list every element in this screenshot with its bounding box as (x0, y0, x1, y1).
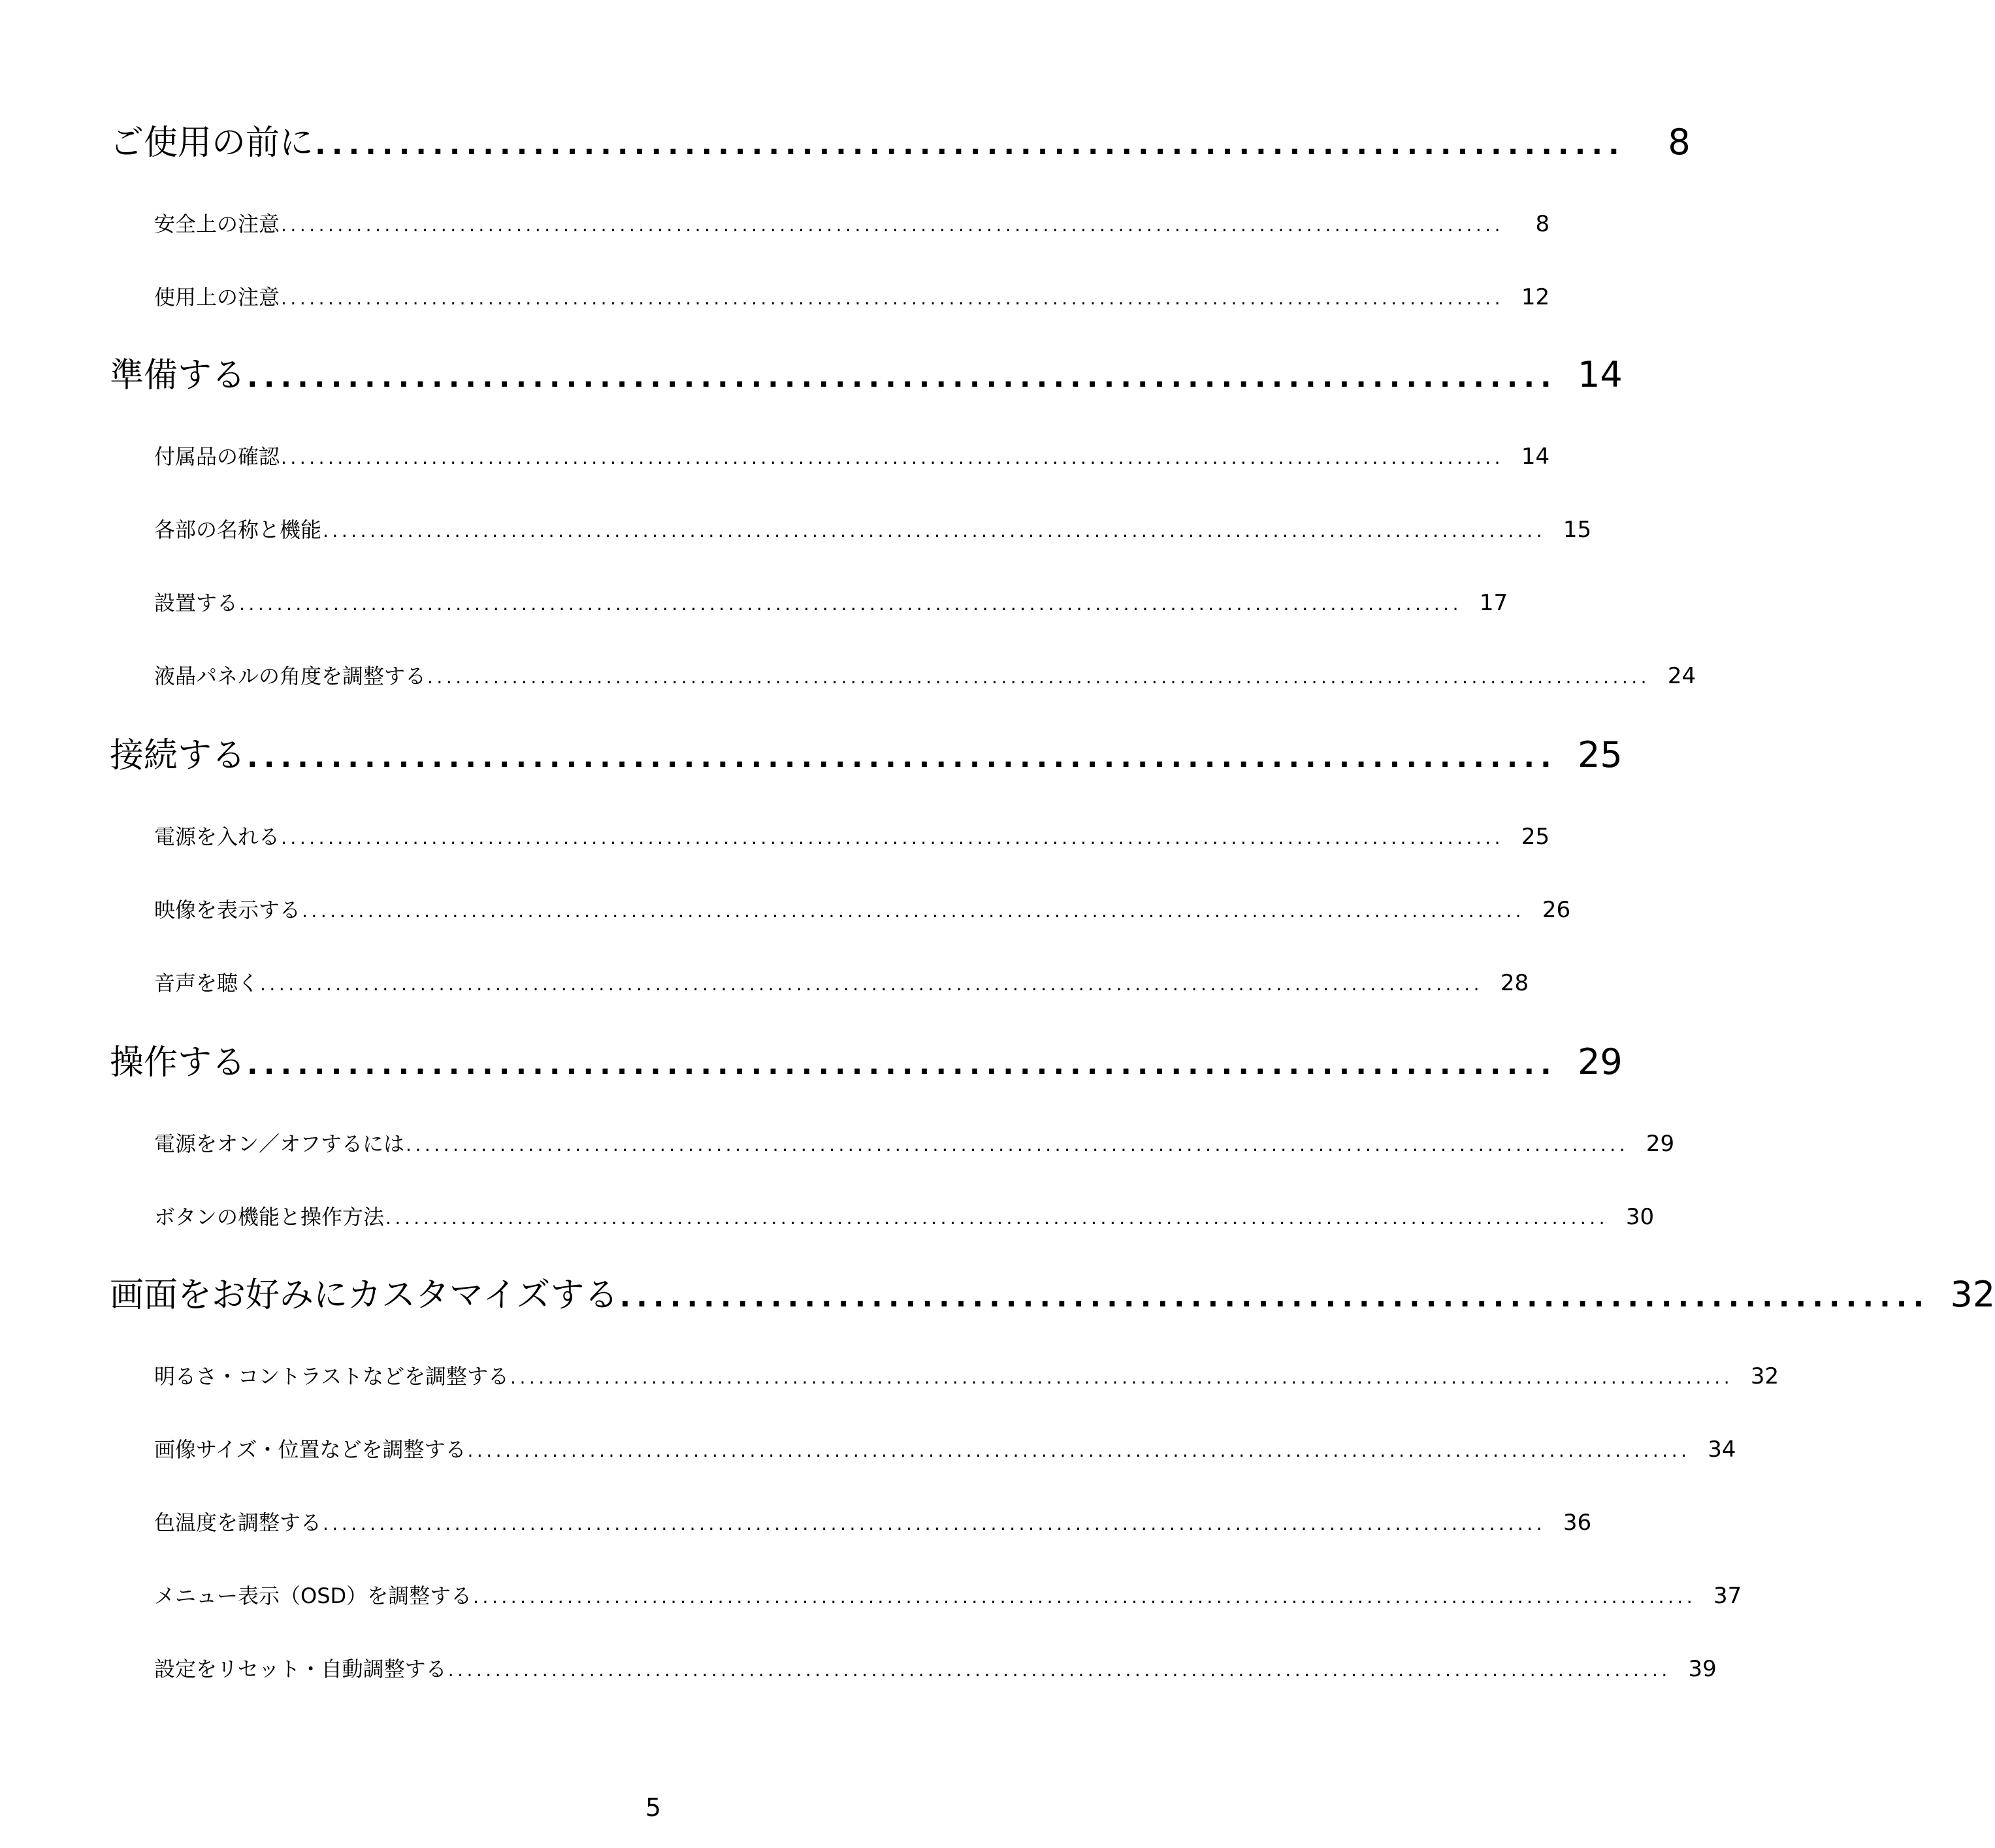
toc-entry[interactable] (154, 513, 1592, 543)
toc-entry-title: 液晶パネルの角度を調整する (154, 664, 427, 689)
toc-section[interactable] (110, 728, 1623, 777)
dot-leader: .................................................................................................................................. (260, 973, 1484, 995)
dot-leader: .................................................................................................................................. (281, 214, 1504, 236)
toc-entry-page: 17 (1479, 590, 1508, 616)
toc-section-page: 14 (1578, 354, 1623, 395)
dot-leader: .................................................................................................................................. (406, 1134, 1629, 1156)
toc-entry-page: 34 (1708, 1436, 1736, 1463)
dot-leader: .................................................................................................................................. (427, 666, 1651, 688)
toc-entry-page: 24 (1667, 663, 1696, 689)
dot-leader: .................................................................................................................................. (510, 1367, 1734, 1388)
toc-entry[interactable] (154, 1201, 1655, 1231)
dot-leader: .................................................................................................................................. (473, 1586, 1696, 1608)
dot-leader: .................................................................................................................................. (323, 520, 1546, 542)
dot-leader: .................................................................................................................................. (281, 287, 1504, 309)
toc-entry-title: 使用上の注意 (154, 285, 280, 310)
toc-section-title: 接続する (110, 736, 246, 775)
toc-entry-title: 色温度を調整する (154, 1510, 322, 1535)
toc-entry-title: 電源をオン／オフするには (154, 1131, 405, 1156)
dot-leader: .................................................................................................................................. (467, 1440, 1691, 1461)
toc-entry[interactable] (154, 281, 1550, 311)
dot-leader: .................................................................................................................................. (281, 827, 1504, 849)
toc-entry[interactable] (154, 660, 1696, 690)
dot-leader: .................................................................................................................................. (385, 1207, 1609, 1229)
toc-entry-title: メニュー表示（OSD）を調整する (154, 1583, 472, 1608)
toc-entry-title: 設定をリセット・自動調整する (154, 1657, 447, 1681)
toc-section-title: ご使用の前に (110, 123, 314, 163)
toc-entry[interactable] (154, 587, 1508, 617)
toc-section-page: 29 (1578, 1041, 1623, 1082)
toc-entry-page: 37 (1713, 1583, 1742, 1609)
toc-entry-page: 32 (1750, 1363, 1779, 1389)
toc-entry[interactable] (154, 440, 1550, 470)
toc-entry[interactable] (154, 967, 1529, 997)
toc-entry[interactable] (154, 1360, 1779, 1390)
toc-entry-page: 28 (1500, 970, 1529, 996)
toc-entry-title: 安全上の注意 (154, 212, 280, 236)
dot-leader: .................................................................................................................................. (239, 593, 1463, 615)
toc-entry[interactable] (154, 1653, 1717, 1683)
dot-leader: .................................................................................................................................. (323, 1513, 1546, 1534)
toc-entry-title: 音声を聴く (154, 971, 259, 996)
toc-entry-page: 25 (1521, 824, 1550, 850)
toc-section[interactable] (110, 1267, 1995, 1316)
dot-leader: .................................................................................................................................. (281, 447, 1504, 468)
dot-leader: .............................................................................. (247, 741, 1557, 774)
dot-leader: .............................................................................. (247, 361, 1557, 394)
toc-section[interactable] (110, 115, 1691, 164)
toc-entry[interactable] (154, 1580, 1742, 1610)
toc-entry-page: 8 (1535, 211, 1550, 237)
toc-entry-title: 画像サイズ・位置などを調整する (154, 1437, 466, 1462)
toc-section[interactable] (110, 1035, 1623, 1084)
toc-section-title: 操作する (110, 1043, 246, 1082)
toc-entry-title: 付属品の確認 (154, 444, 280, 469)
dot-leader: .................................................................................................................................. (447, 1659, 1671, 1681)
toc-entry-page: 30 (1625, 1204, 1655, 1230)
toc-entry[interactable] (154, 1433, 1736, 1463)
toc-section-page: 8 (1668, 122, 1691, 163)
dot-leader: .............................................................................. (315, 128, 1625, 161)
toc-entry-page: 39 (1688, 1656, 1717, 1682)
toc-section-page: 25 (1578, 734, 1623, 775)
toc-entry-page: 12 (1521, 284, 1550, 310)
toc-entry-page: 26 (1542, 897, 1571, 923)
toc-section[interactable] (110, 348, 1623, 397)
toc-entry[interactable] (154, 1506, 1592, 1536)
toc-entry-page: 36 (1563, 1510, 1592, 1536)
page-number: 5 (645, 1793, 662, 1822)
toc-entry-page: 29 (1646, 1131, 1675, 1157)
toc-section-page: 32 (1950, 1274, 1995, 1315)
toc-entry[interactable] (154, 894, 1571, 924)
dot-leader: .................................................................................................................................. (302, 900, 1525, 922)
toc-entry[interactable] (154, 1127, 1675, 1158)
toc-entry-title: 各部の名称と機能 (154, 517, 322, 542)
toc-section-title: 準備する (110, 356, 246, 395)
toc-entry-title: 設置する (154, 591, 238, 615)
toc-entry-title: 電源を入れる (154, 824, 280, 849)
dot-leader: .............................................................................. (247, 1048, 1557, 1081)
toc-entry-page: 14 (1521, 444, 1550, 470)
toc-entry-title: ボタンの機能と操作方法 (154, 1205, 385, 1229)
dot-leader: .............................................................................. (619, 1280, 1930, 1314)
toc-entry[interactable] (154, 820, 1550, 851)
toc-entry-page: 15 (1563, 517, 1592, 543)
toc-entry-title: 明るさ・コントラストなどを調整する (154, 1364, 510, 1389)
toc-section-title: 画面をお好みにカスタマイズする (110, 1276, 619, 1315)
toc-entry-title: 映像を表示する (154, 898, 301, 922)
toc-entry[interactable] (154, 208, 1550, 238)
